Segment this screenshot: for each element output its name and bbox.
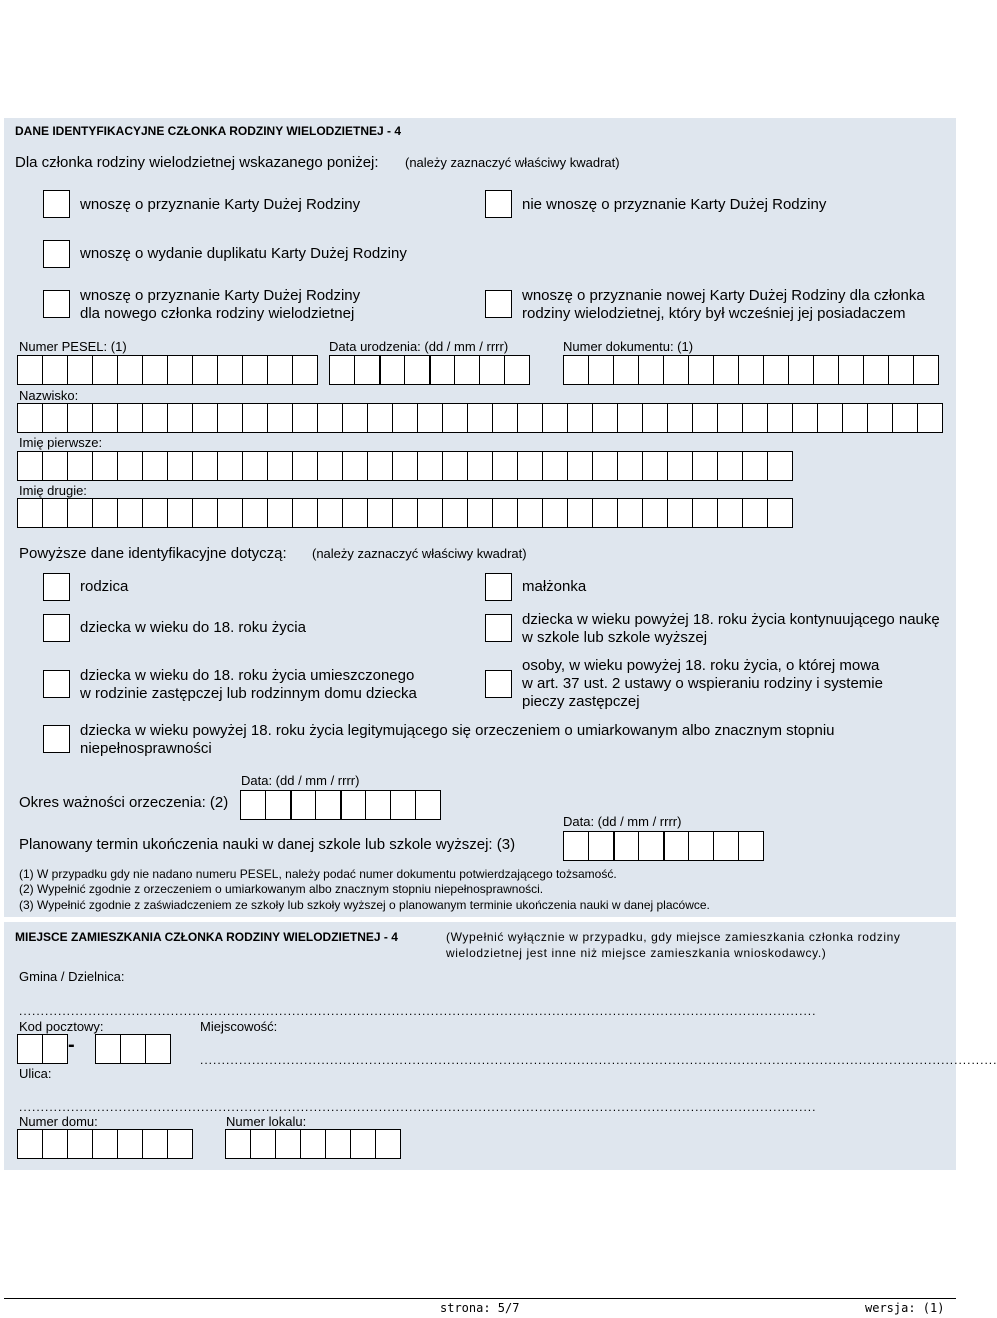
end-date-format: Data: (dd / mm / rrrr) xyxy=(563,814,682,829)
second-name-field[interactable] xyxy=(17,498,792,528)
not-grant-label: nie wnoszę o przyznanie Karty Dużej Rodziny xyxy=(522,196,827,213)
flat-number-field[interactable] xyxy=(225,1129,400,1159)
end-label: Planowany termin ukończenia nauki w danej szkole lub szkole wyższej: (3) xyxy=(19,836,516,853)
child-disability-checkbox[interactable] xyxy=(43,725,70,753)
flat-number-label: Numer lokalu: xyxy=(226,1114,307,1129)
child-foster-checkbox[interactable] xyxy=(43,670,70,698)
concerns-hint: (należy zaznaczyć właściwy kwadrat) xyxy=(312,546,527,561)
spouse-label: małżonka xyxy=(522,578,587,595)
duplicate-label: wnoszę o wydanie duplikatu Karty Dużej Rodziny xyxy=(80,245,407,262)
former-holder-checkbox[interactable] xyxy=(485,290,512,318)
person-art37-label-1: osoby, w wieku powyżej 18. roku życia, o której mowa xyxy=(522,657,880,674)
page-number: strona: 5/7 xyxy=(440,1301,520,1315)
validity-label: Okres ważności orzeczenia: (2) xyxy=(19,794,229,811)
end-date-field[interactable] xyxy=(563,831,763,861)
city-input[interactable]: ........................................................................................................................................................................................ xyxy=(200,1053,997,1067)
pesel-label: Numer PESEL: (1) xyxy=(19,339,127,354)
postal-code-label: Kod pocztowy: xyxy=(19,1019,104,1034)
second-name-label: Imię drugie: xyxy=(19,483,87,498)
not-grant-checkbox[interactable] xyxy=(485,190,512,218)
postal-code-part1[interactable] xyxy=(17,1034,67,1064)
street-label: Ulica: xyxy=(19,1066,52,1081)
section1-title: DANE IDENTYFIKACYJNE CZŁONKA RODZINY WIELODZIETNEJ - 4 xyxy=(15,124,402,138)
new-member-label-1: wnoszę o przyznanie Karty Dużej Rodziny xyxy=(80,287,361,304)
footnote-3: (3) Wypełnić zgodnie z zaświadczeniem ze szkoły lub szkoły wyższej o planowanym terminie ukończenia nauki w danej placówce. xyxy=(19,898,710,912)
version-label: wersja: (1) xyxy=(865,1301,945,1315)
child-over18-student-checkbox[interactable] xyxy=(485,614,512,642)
spouse-checkbox[interactable] xyxy=(485,573,512,601)
child-disability-label-1: dziecka w wieku powyżej 18. roku życia legitymującego się orzeczeniem o umiarkowanym albo znacznym stopniu xyxy=(80,722,835,739)
section-separator xyxy=(4,917,956,922)
parent-checkbox[interactable] xyxy=(43,573,70,601)
section2-title: MIEJSCE ZAMIESZKANIA CZŁONKA RODZINY WIELODZIETNEJ - 4 xyxy=(15,930,398,944)
person-art37-label-2: w art. 37 ust. 2 ustawy o wspieraniu rodziny i systemie xyxy=(522,675,883,692)
child-foster-label-1: dziecka w wieku do 18. roku życia umieszczonego xyxy=(80,667,415,684)
birth-date-field[interactable] xyxy=(329,355,529,385)
footer-divider xyxy=(4,1298,956,1299)
gmina-input[interactable]: ........................................................................................................................................................................................ xyxy=(19,1004,817,1018)
section2-note-2: wielodzietnej jest inne niż miejsce zamieszkania wnioskodawcy.) xyxy=(446,946,827,960)
child-under18-label: dziecka w wieku do 18. roku życia xyxy=(80,619,306,636)
surname-label: Nazwisko: xyxy=(19,388,79,403)
first-name-label: Imię pierwsze: xyxy=(19,435,103,450)
doc-number-field[interactable] xyxy=(563,355,938,385)
validity-date-format: Data: (dd / mm / rrrr) xyxy=(241,773,360,788)
section2-note-1: (Wypełnić wyłącznie w przypadku, gdy miejsce zamieszkania członka rodziny xyxy=(446,930,901,944)
child-over18-student-label-2: w szkole lub szkole wyższej xyxy=(522,629,708,646)
house-number-label: Numer domu: xyxy=(19,1114,98,1129)
section1-hint: (należy zaznaczyć właściwy kwadrat) xyxy=(405,155,620,170)
postal-code-dash: - xyxy=(68,1034,75,1056)
former-holder-label-1: wnoszę o przyznanie nowej Karty Dużej Rodziny dla członka xyxy=(522,287,925,304)
first-name-field[interactable] xyxy=(17,451,792,481)
person-art37-label-3: pieczy zastępczej xyxy=(522,693,640,710)
street-input[interactable]: ........................................................................................................................................................................................ xyxy=(19,1100,817,1114)
former-holder-label-2: rodziny wielodzietnej, który był wcześniej jej posiadaczem xyxy=(522,305,906,322)
child-foster-label-2: w rodzinie zastępczej lub rodzinnym domu dziecka xyxy=(80,685,417,702)
footnote-2: (2) Wypełnić zgodnie z orzeczeniem o umiarkowanym albo znacznym stopniu niepełnosprawności. xyxy=(19,882,544,896)
new-member-label-2: dla nowego członka rodziny wielodzietnej xyxy=(80,305,355,322)
gmina-label: Gmina / Dzielnica: xyxy=(19,969,125,984)
doc-number-label: Numer dokumentu: (1) xyxy=(563,339,694,354)
child-disability-label-2: niepełnosprawności xyxy=(80,740,212,757)
city-label: Miejscowość: xyxy=(200,1019,278,1034)
birth-date-label: Data urodzenia: (dd / mm / rrrr) xyxy=(329,339,509,354)
parent-label: rodzica xyxy=(80,578,129,595)
grant-label: wnoszę o przyznanie Karty Dużej Rodziny xyxy=(80,196,361,213)
section1-intro: Dla członka rodziny wielodzietnej wskazanego poniżej: xyxy=(15,154,379,171)
duplicate-checkbox[interactable] xyxy=(43,240,70,268)
child-under18-checkbox[interactable] xyxy=(43,614,70,642)
postal-code-part2[interactable] xyxy=(95,1034,170,1064)
child-over18-student-label-1: dziecka w wieku powyżej 18. roku życia kontynuującego naukę xyxy=(522,611,940,628)
pesel-field[interactable] xyxy=(17,355,317,385)
footnote-1: (1) W przypadku gdy nie nadano numeru PESEL, należy podać numer dokumentu potwierdzającego tożsamość. xyxy=(19,867,617,881)
surname-field[interactable] xyxy=(17,403,942,433)
validity-date-field[interactable] xyxy=(240,790,440,820)
grant-checkbox[interactable] xyxy=(43,190,70,218)
house-number-field[interactable] xyxy=(17,1129,192,1159)
concerns-title: Powyższe dane identyfikacyjne dotyczą: xyxy=(19,545,287,562)
new-member-checkbox[interactable] xyxy=(43,290,70,318)
person-art37-checkbox[interactable] xyxy=(485,670,512,698)
